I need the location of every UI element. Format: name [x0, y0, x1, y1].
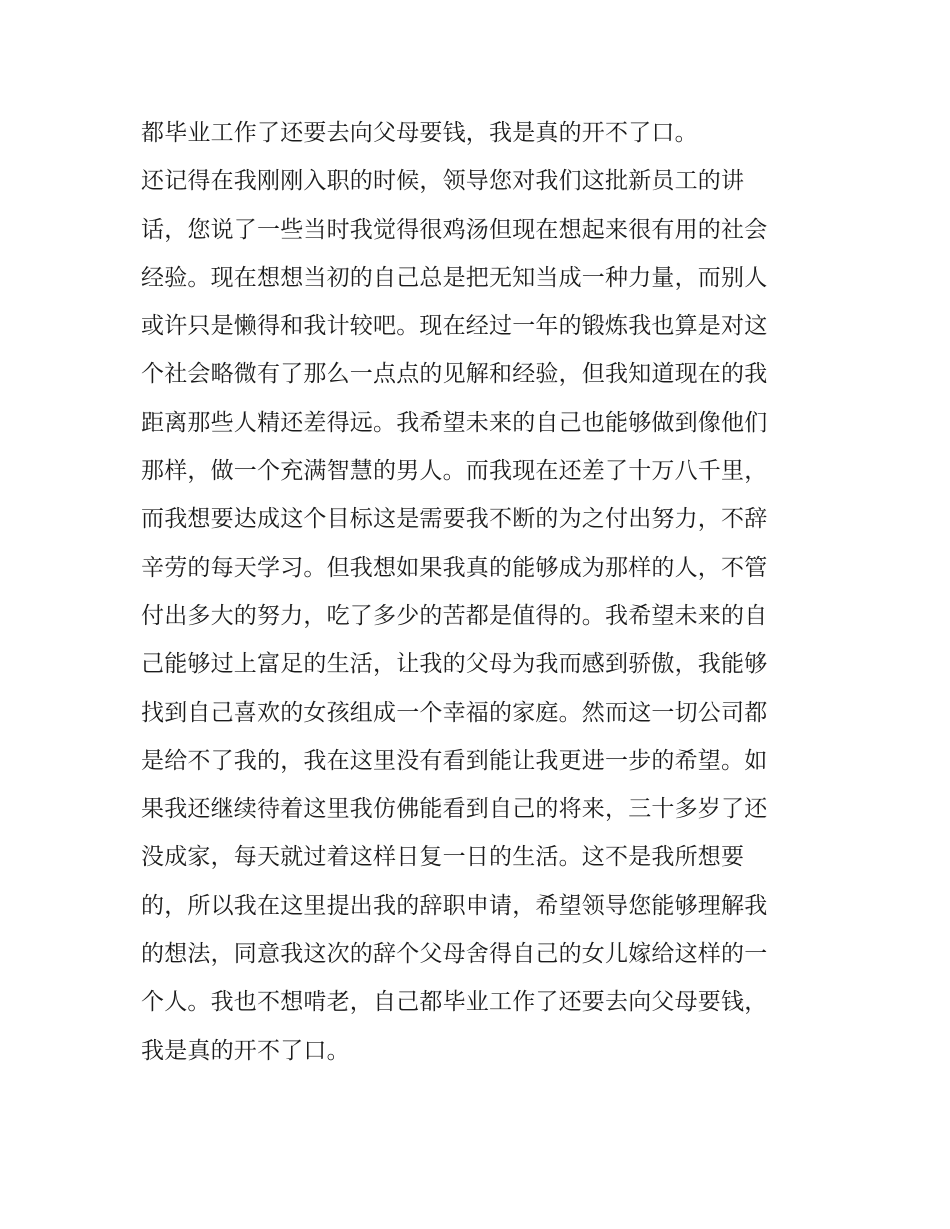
text-line: 而我想要达成这个目标这是需要我不断的为之付出努力，不辞 [141, 506, 768, 533]
text-line: 经验。现在想想当初的自己总是把无知当成一种力量，而别人 [141, 264, 768, 291]
text-line: 付出多大的努力，吃了多少的苦都是值得的。我希望未来的自 [141, 602, 768, 629]
text-line: 的，所以我在这里提出我的辞职申请，希望领导您能够理解我 [141, 892, 768, 919]
body-text [141, 109, 841, 1075]
text-line: 还记得在我刚刚入职的时候，领导您对我们这批新员工的讲 [141, 168, 745, 195]
text-line: 都毕业工作了还要去向父母要钱，我是真的开不了口。 [141, 120, 698, 146]
text-line: 的想法，同意我这次的辞个父母舍得自己的女儿嫁给这样的一 [141, 941, 768, 968]
text-line: 找到自己喜欢的女孩组成一个幸福的家庭。然而这一切公司都 [141, 699, 768, 726]
text-line: 那样，做一个充满智慧的男人。而我现在还差了十万八千里， [141, 458, 768, 485]
text-line: 或许只是懒得和我计较吧。现在经过一年的锻炼我也算是对这 [141, 313, 768, 340]
text-line: 距离那些人精还差得远。我希望未来的自己也能够做到像他们 [141, 409, 768, 436]
text-line: 己能够过上富足的生活，让我的父母为我而感到骄傲，我能够 [141, 651, 768, 678]
text-line: 个社会略微有了那么一点点的见解和经验，但我知道现在的我 [141, 361, 768, 388]
text-line: 我是真的开不了口。 [141, 1037, 350, 1064]
text-line: 是给不了我的，我在这里没有看到能让我更进一步的希望。如 [141, 747, 768, 774]
text-line: 没成家，每天就过着这样日复一日的生活。这不是我所想要 [141, 844, 745, 871]
text-line: 辛劳的每天学习。但我想如果我真的能够成为那样的人，不管 [141, 554, 768, 581]
text-line: 话，您说了一些当时我觉得很鸡汤但现在想起来很有用的社会 [141, 216, 768, 243]
text-line: 个人。我也不想啃老，自己都毕业工作了还要去向父母要钱， [141, 989, 768, 1016]
text-line: 果我还继续待着这里我仿佛能看到自己的将来，三十多岁了还 [141, 796, 768, 823]
